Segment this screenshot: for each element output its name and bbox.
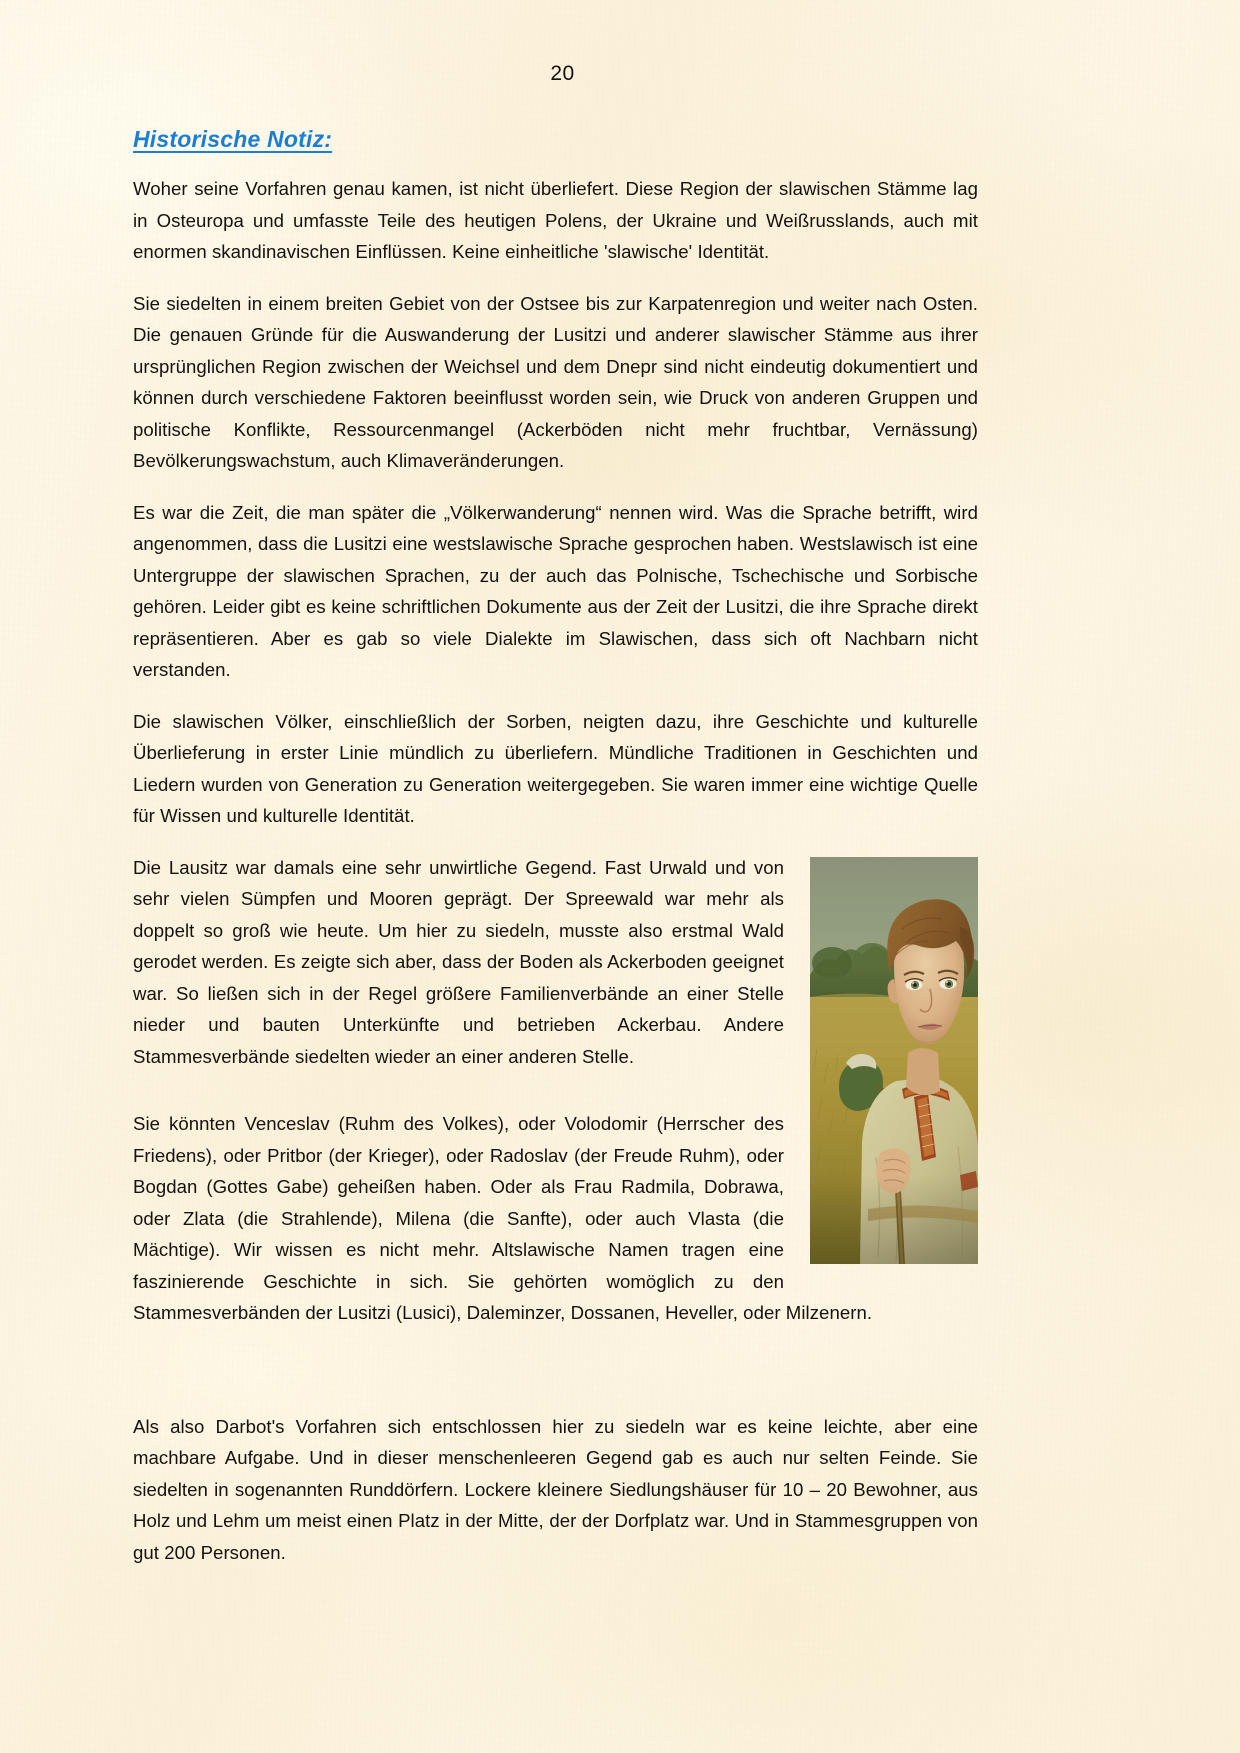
paragraph-6: Sie könnten Venceslav (Ruhm des Volkes), oder Volodomir (Herrscher des Friedens), oder Pritbor (der Krieger), oder Radoslav (der Freude Ruhm), oder Bogdan (Gottes Gabe) geheißen haben. Oder als Frau Radmila, Dobrawa, oder Zlata (die Strahlende), Milena (die Sanfte), oder auch Vlasta (die Mächtige). Wir wissen es nicht mehr. Altslawische Namen tragen eine faszinierende Geschichte in sich. Sie gehörten womöglich zu den Stammesverbänden der Lusitzi (Lusici), Daleminzer, Dossanen, Heveller, oder Milzenern.	[133, 1113, 873, 1323]
paragraph-5: Die Lausitz war damals eine sehr unwirtliche Gegend. Fast Urwald und von sehr vielen Sümpfen und Mooren geprägt. Der Spreewald war mehr als doppelt so groß wie heute. Um hier zu siedeln, musste also erstmal Wald gerodet werden. Es zeigte sich aber, dass der Boden als Ackerboden geeignet war. So ließen sich in der Regel größere Familienverbände an einer Stelle nieder und bauten Unterkünfte und betrieben Ackerbau. Andere Stammesverbände siedelten wieder an einer anderen Stelle.	[133, 856, 784, 1067]
slavic-boy-painting	[810, 857, 978, 1264]
paragraph-7: Als also Darbot's Vorfahren sich entschlossen hier zu siedeln war es keine leichte, aber eine machbare Aufgabe. Und in dieser menschenleeren Gegend gab es auch nur selten Feinde. Sie siedelten in sogenannten Runddörfern. Lockere kleinere Siedlungshäuser für 10 – 20 Bewohner, aus Holz und Lehm um meist einen Platz in der Mitte, der der Dorfplatz war. Und in Stammesgruppen von gut 200 Personen.	[133, 1415, 978, 1563]
paragraph-3: Es war die Zeit, die man später die „Völkerwanderung“ nennen wird. Was die Sprache betrifft, wird angenommen, dass die Lusitzi eine westslawische Sprache gesprochen haben. Westslawisch ist eine Untergruppe der slawischen Sprachen, zu der auch das Polnische, Tschechische und Sorbische gehören. Leider gibt es keine schriftlichen Dokumente aus der Zeit der Lusitzi, die ihre Sprache direkt repräsentieren. Aber es gab so viele Dialekte im Slawischen, dass sich oft Nachbarn nicht verstanden.	[133, 501, 978, 680]
page-number: 20	[550, 62, 575, 85]
paragraph-1: Woher seine Vorfahren genau kamen, ist nicht überliefert. Diese Region der slawischen Stämme lag in Osteuropa und umfasste Teile des heutigen Polens, der Ukraine und Weißrusslands, auch mit enormen skandinavischen Einflüssen. Keine einheitliche 'slawische' Identität.	[133, 178, 978, 262]
paragraph-4: Die slawischen Völker, einschließlich der Sorben, neigten dazu, ihre Geschichte und kulturelle Überlieferung in erster Linie mündlich zu überliefern. Mündliche Traditionen in Geschichten und Liedern wurden von Generation zu Generation weitergegeben. Sie waren immer eine wichtige Quelle für Wissen und kulturelle Identität.	[133, 710, 978, 826]
document-body	[133, 126, 978, 1568]
paragraph-2: Sie siedelten in einem breiten Gebiet von der Ostsee bis zur Karpatenregion und weiter nach Osten. Die genauen Gründe für die Auswanderung der Lusitzi und anderer slawischer Stämme aus ihrer ursprünglichen Region zwischen der Weichsel und dem Dnepr sind nicht eindeutig dokumentiert und können durch verschiedene Faktoren beeinflusst worden sein, wie Druck von anderen Gruppen und politische Konflikte, Ressourcenmangel (Ackerböden nicht mehr fruchtbar, Vernässung) Bevölkerungswachstum, auch Klimaveränderungen.	[133, 292, 978, 471]
section-heading-historische-notiz: Historische Notiz:	[133, 126, 333, 152]
section-spacer	[133, 1349, 978, 1411]
